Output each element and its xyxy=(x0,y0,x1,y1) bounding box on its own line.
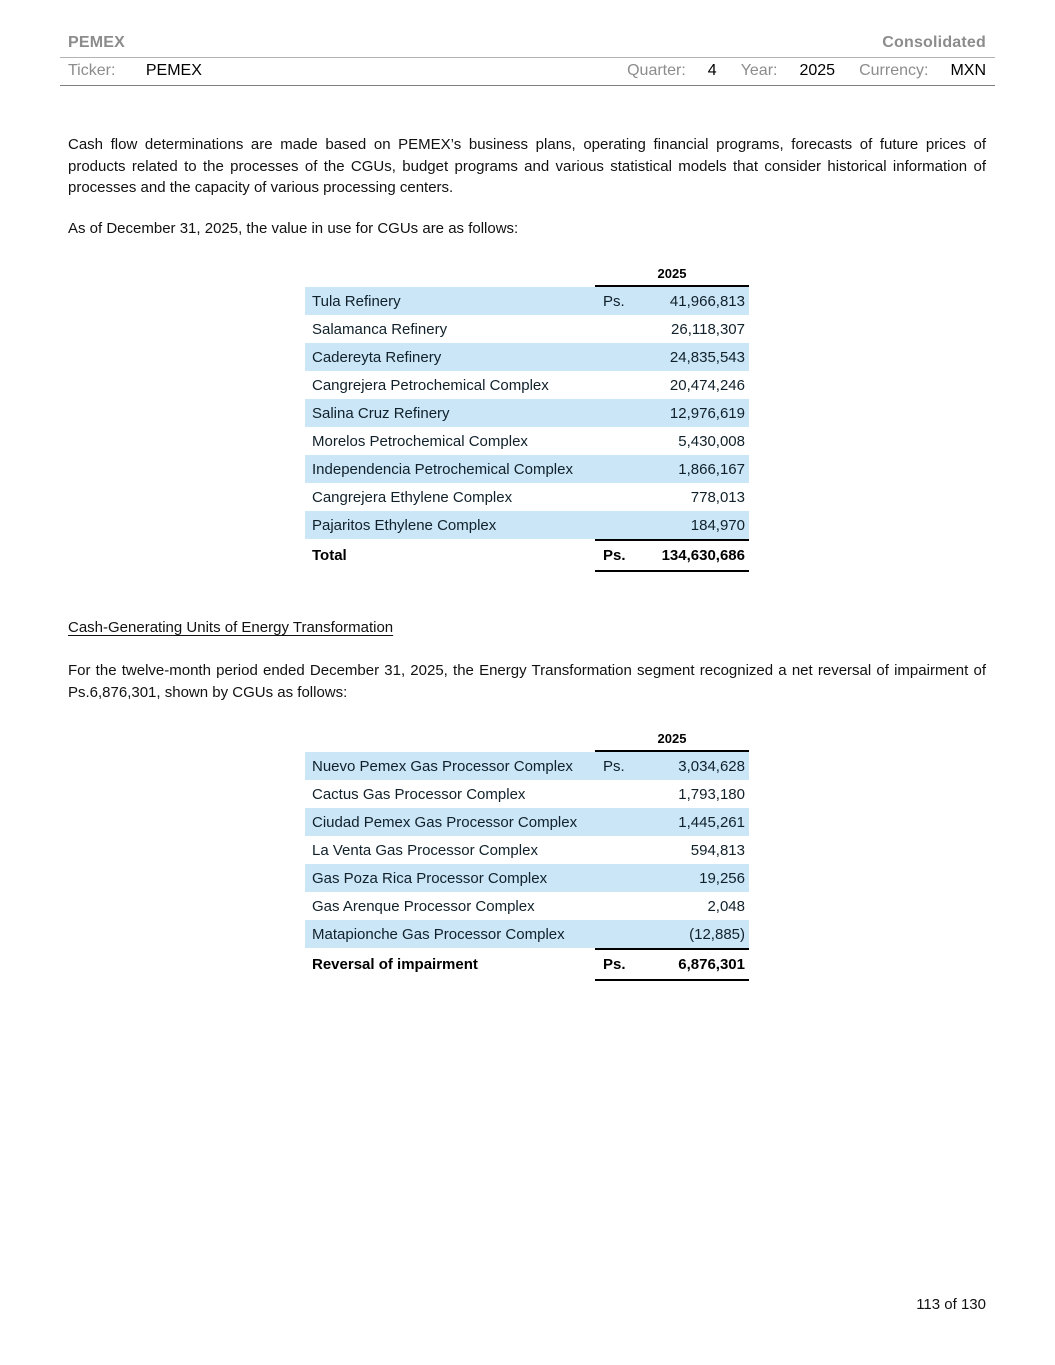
table-row xyxy=(305,752,749,780)
quarter-label: Quarter: xyxy=(627,62,686,79)
row-label: Matapionche Gas Processor Complex xyxy=(312,925,565,943)
table-row xyxy=(305,399,749,427)
row-value: 19,256 xyxy=(699,869,745,887)
header-divider-top xyxy=(60,57,995,58)
table-row xyxy=(305,836,749,864)
row-amount-cell xyxy=(595,321,749,338)
row-amount-cell xyxy=(595,377,749,394)
row-label: Cangrejera Ethylene Complex xyxy=(312,488,513,506)
report-type: Consolidated xyxy=(882,34,986,51)
currency-value: MXN xyxy=(950,62,986,79)
currency-prefix: Ps. xyxy=(603,757,625,775)
table-row xyxy=(305,455,749,483)
row-value: 1,445,261 xyxy=(678,813,745,831)
row-label: Morelos Petrochemical Complex xyxy=(312,432,528,450)
currency-prefix: Ps. xyxy=(603,292,625,310)
table-total-row xyxy=(305,948,749,981)
table-body xyxy=(305,752,749,948)
row-value: 12,976,619 xyxy=(669,404,745,422)
row-amount-cell xyxy=(595,814,749,831)
row-label: Nuevo Pemex Gas Processor Complex xyxy=(312,757,573,775)
quarter-value: 4 xyxy=(707,62,717,79)
row-value: 3,034,628 xyxy=(678,757,745,775)
row-label: La Venta Gas Processor Complex xyxy=(312,841,538,859)
impairment-table xyxy=(305,731,749,981)
ticker-bar xyxy=(68,59,986,83)
table-row xyxy=(305,892,749,920)
ticker-group xyxy=(68,62,202,80)
row-amount-cell xyxy=(595,926,749,943)
table-body xyxy=(305,287,749,539)
row-value: 1,866,167 xyxy=(678,460,745,478)
currency-label: Currency: xyxy=(859,62,929,79)
table-row xyxy=(305,808,749,836)
row-label: Cactus Gas Processor Complex xyxy=(312,785,526,803)
table-row xyxy=(305,287,749,315)
row-label: Ciudad Pemex Gas Processor Complex xyxy=(312,813,578,831)
row-label: Pajaritos Ethylene Complex xyxy=(312,516,497,534)
paragraph-cash-flow: Cash flow determinations are made based on PEMEX’s business plans, operating financial programs, forecasts of future prices of products related to the processes of the CGUs, budget programs and various statistical models that consider historical information of processes and the capacity of various processing centers. xyxy=(68,136,986,196)
total-label: Reversal of impairment xyxy=(312,956,478,973)
table-row xyxy=(305,483,749,511)
table-row xyxy=(305,920,749,948)
page-number: 113 of 130 xyxy=(916,1296,986,1313)
table-row xyxy=(305,343,749,371)
table-header-row xyxy=(305,731,749,752)
total-value: 6,876,301 xyxy=(678,956,745,973)
total-value: 134,630,686 xyxy=(661,547,745,564)
row-label: Independencia Petrochemical Complex xyxy=(312,460,573,478)
row-value: 594,813 xyxy=(690,841,745,859)
row-value: 20,474,246 xyxy=(669,376,745,394)
row-amount-cell xyxy=(595,898,749,915)
ticker-value: PEMEX xyxy=(145,62,202,79)
report-header xyxy=(68,34,986,52)
table-header-row xyxy=(305,266,749,287)
year-label: Year: xyxy=(740,62,778,79)
period-group xyxy=(627,62,986,80)
row-label: Salamanca Refinery xyxy=(312,320,448,338)
row-amount-cell xyxy=(595,433,749,450)
table-row xyxy=(305,427,749,455)
row-amount-cell xyxy=(595,758,749,775)
paragraph-impairment-intro: For the twelve-month period ended December 31, 2025, the Energy Transformation segment recognized a net reversal of impairment of Ps.6,876,301, shown by CGUs as follows: xyxy=(68,662,986,701)
row-amount-cell xyxy=(595,786,749,803)
row-label: Cadereyta Refinery xyxy=(312,348,442,366)
row-amount-cell xyxy=(595,349,749,366)
row-amount-cell xyxy=(595,461,749,478)
table-row xyxy=(305,315,749,343)
table-row xyxy=(305,864,749,892)
header-divider-bottom xyxy=(60,85,995,86)
row-value: 1,793,180 xyxy=(678,785,745,803)
row-amount-cell xyxy=(595,293,749,310)
total-amount-cell xyxy=(595,948,749,981)
ticker-label: Ticker: xyxy=(68,62,116,79)
row-label: Gas Poza Rica Processor Complex xyxy=(312,869,548,887)
row-value: 778,013 xyxy=(690,488,745,506)
table-total-row xyxy=(305,539,749,572)
row-label: Cangrejera Petrochemical Complex xyxy=(312,376,549,394)
row-value: 26,118,307 xyxy=(671,320,745,338)
row-value: 5,430,008 xyxy=(678,432,745,450)
row-amount-cell xyxy=(595,517,749,534)
year-column-header: 2025 xyxy=(595,731,749,752)
section-heading-energy-transformation: Cash-Generating Units of Energy Transformation xyxy=(68,619,394,636)
row-amount-cell xyxy=(595,870,749,887)
row-amount-cell xyxy=(595,405,749,422)
total-amount-cell xyxy=(595,539,749,572)
currency-prefix: Ps. xyxy=(603,547,626,564)
row-value: 2,048 xyxy=(707,897,745,915)
value-in-use-table xyxy=(305,266,749,572)
row-value: 184,970 xyxy=(690,516,745,534)
currency-prefix: Ps. xyxy=(603,956,626,973)
row-amount-cell xyxy=(595,489,749,506)
row-label: Gas Arenque Processor Complex xyxy=(312,897,535,915)
company-name: PEMEX xyxy=(68,34,126,51)
row-amount-cell xyxy=(595,842,749,859)
row-value: 24,835,543 xyxy=(669,348,745,366)
table-row xyxy=(305,511,749,539)
table-row xyxy=(305,371,749,399)
row-value: 41,966,813 xyxy=(669,292,745,310)
year-column-header: 2025 xyxy=(595,266,749,287)
table-row xyxy=(305,780,749,808)
total-label: Total xyxy=(312,547,347,564)
row-value: (12,885) xyxy=(689,925,745,943)
row-label: Tula Refinery xyxy=(312,292,401,310)
year-value: 2025 xyxy=(799,62,836,79)
row-label: Salina Cruz Refinery xyxy=(312,404,450,422)
paragraph-value-in-use-intro: As of December 31, 2025, the value in use for CGUs are as follows: xyxy=(68,220,519,237)
